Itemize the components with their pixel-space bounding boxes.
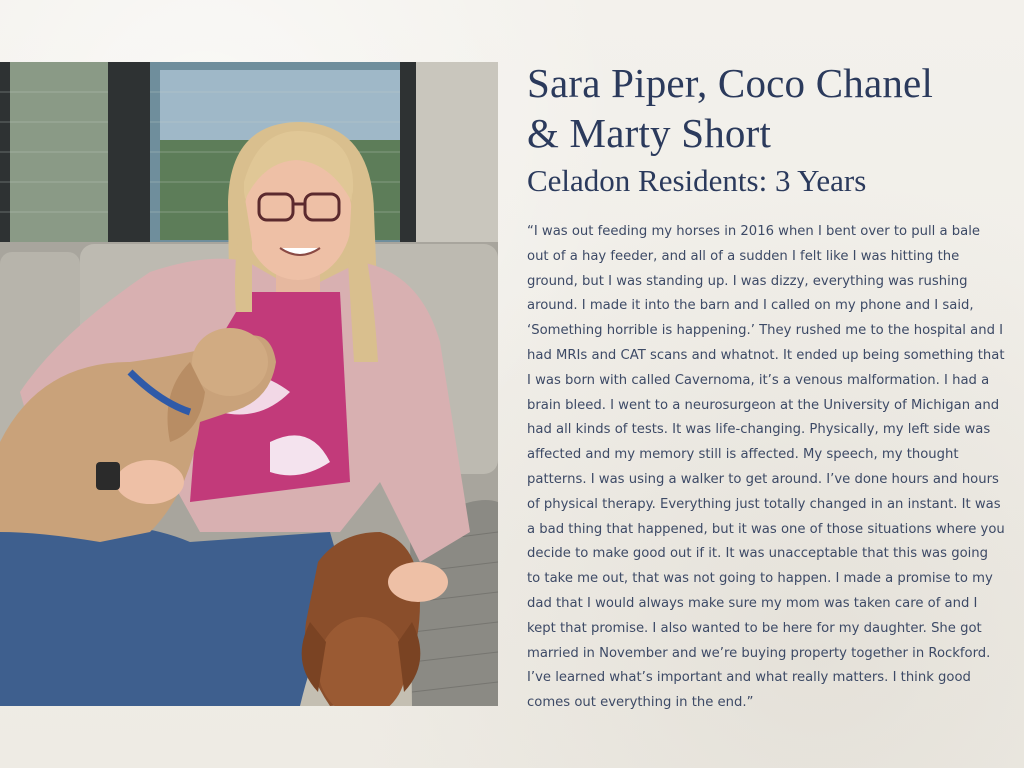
title-line-1: Sara Piper, Coco Chanel xyxy=(527,60,934,106)
photo-illustration xyxy=(0,62,498,706)
resident-photo xyxy=(0,62,498,706)
profile-text-column xyxy=(527,58,1005,716)
page-subtitle: Celadon Residents: 3 Years xyxy=(527,163,867,198)
resident-quote: “I was out feeding my horses in 2016 when I bent over to pull a bale out of a hay feeder, and all of a sudden I felt like I was hitting the ground, but I was standing up. I was dizzy, everything was rushing around. I made it into the barn and I called on my phone and I said, ‘Something horrible is happening.’ They rushed me to the hospital and I had MRIs and CAT scans and whatnot. It ended up being something that I was born with called Cavernoma, it’s a venous malformation. I had a brain bleed. I went to a neurosurgeon at the University of Michigan and had all kinds of tests. It was life-changing. Physically, my left side was affected and my memory still is affected. My speech, my thought patterns. I was using a walker to get around. I’ve done hours and hours of physical therapy. Everything just totally changed in an instant. It was a bad thing that happened, but it was one of those situations where you decide to make good out if it. It was unacceptable that this was going to take me out, that was not going to happen. I made a promise to my dad that I would always make sure my mom was taken care of and I kept that promise. I also wanted to be here for my daughter. She got married in November and we’re buying property together in Rockford. I’ve learned what’s important and what really matters. I think good comes out everything in the end.” xyxy=(527,224,1005,711)
page-title xyxy=(527,58,1005,158)
title-line-2: & Marty Short xyxy=(527,110,772,156)
